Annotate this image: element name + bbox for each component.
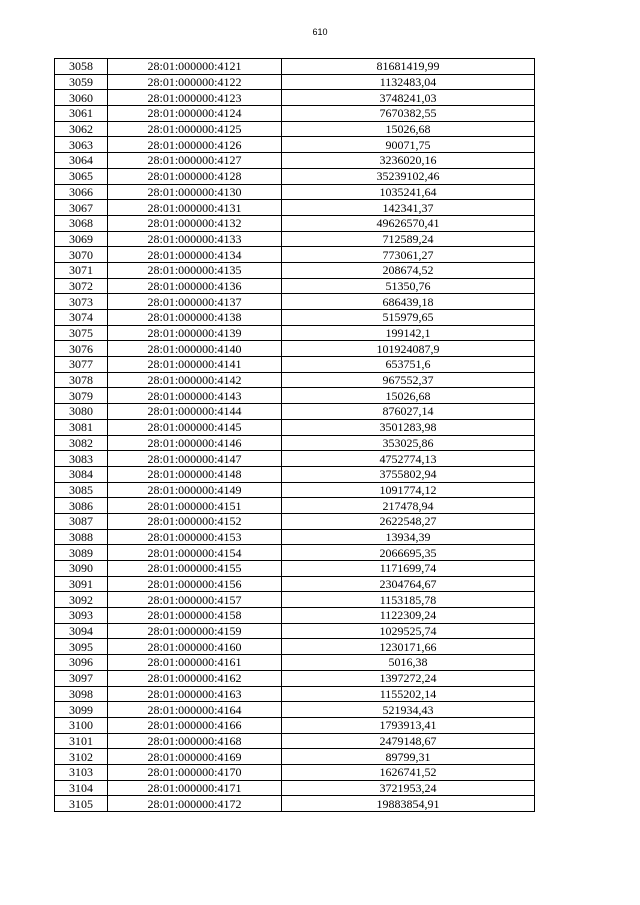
row-number-cell: 3104 (55, 780, 108, 796)
table-row (55, 513, 535, 529)
table-row (55, 451, 535, 467)
row-number-cell: 3091 (55, 576, 108, 592)
row-number-cell: 3105 (55, 796, 108, 812)
cadastral-value-cell: 515979,65 (282, 310, 535, 326)
table-row (55, 749, 535, 765)
cadastral-number-cell: 28:01:000000:4130 (108, 184, 282, 200)
cadastral-number-cell: 28:01:000000:4145 (108, 419, 282, 435)
cadastral-value-cell: 49626570,41 (282, 215, 535, 231)
cadastral-number-cell: 28:01:000000:4139 (108, 325, 282, 341)
table-row (55, 262, 535, 278)
cadastral-number-cell: 28:01:000000:4140 (108, 341, 282, 357)
table-row (55, 372, 535, 388)
cadastral-value-cell: 35239102,46 (282, 168, 535, 184)
table-row (55, 231, 535, 247)
cadastral-value-cell: 1091774,12 (282, 482, 535, 498)
row-number-cell: 3068 (55, 215, 108, 231)
cadastral-number-cell: 28:01:000000:4124 (108, 106, 282, 122)
row-number-cell: 3098 (55, 686, 108, 702)
cadastral-value-cell: 1155202,14 (282, 686, 535, 702)
cadastral-value-cell: 967552,37 (282, 372, 535, 388)
cadastral-value-cell: 1153185,78 (282, 592, 535, 608)
row-number-cell: 3090 (55, 561, 108, 577)
table-row (55, 466, 535, 482)
row-number-cell: 3093 (55, 608, 108, 624)
cadastral-number-cell: 28:01:000000:4152 (108, 513, 282, 529)
cadastral-value-cell: 2479148,67 (282, 733, 535, 749)
cadastral-value-cell: 2304764,67 (282, 576, 535, 592)
cadastral-number-cell: 28:01:000000:4149 (108, 482, 282, 498)
row-number-cell: 3069 (55, 231, 108, 247)
cadastral-number-cell: 28:01:000000:4163 (108, 686, 282, 702)
cadastral-value-cell: 2066695,35 (282, 545, 535, 561)
table-row (55, 576, 535, 592)
table-row (55, 592, 535, 608)
row-number-cell: 3076 (55, 341, 108, 357)
cadastral-number-cell: 28:01:000000:4125 (108, 121, 282, 137)
cadastral-value-cell: 5016,38 (282, 655, 535, 671)
table-row (55, 247, 535, 263)
cadastral-value-cell: 1029525,74 (282, 623, 535, 639)
row-number-cell: 3082 (55, 435, 108, 451)
cadastral-number-cell: 28:01:000000:4144 (108, 404, 282, 420)
cadastral-number-cell: 28:01:000000:4121 (108, 59, 282, 75)
row-number-cell: 3081 (55, 419, 108, 435)
cadastral-value-table (54, 58, 535, 812)
table-row (55, 404, 535, 420)
row-number-cell: 3086 (55, 498, 108, 514)
cadastral-value-cell: 3501283,98 (282, 419, 535, 435)
cadastral-number-cell: 28:01:000000:4166 (108, 717, 282, 733)
cadastral-value-cell: 1171699,74 (282, 561, 535, 577)
row-number-cell: 3100 (55, 717, 108, 733)
table-row (55, 655, 535, 671)
table-row (55, 639, 535, 655)
cadastral-value-cell: 3721953,24 (282, 780, 535, 796)
table-row (55, 200, 535, 216)
cadastral-number-cell: 28:01:000000:4133 (108, 231, 282, 247)
cadastral-number-cell: 28:01:000000:4159 (108, 623, 282, 639)
row-number-cell: 3078 (55, 372, 108, 388)
cadastral-number-cell: 28:01:000000:4134 (108, 247, 282, 263)
row-number-cell: 3092 (55, 592, 108, 608)
cadastral-number-cell: 28:01:000000:4148 (108, 466, 282, 482)
cadastral-value-cell: 217478,94 (282, 498, 535, 514)
cadastral-value-cell: 89799,31 (282, 749, 535, 765)
cadastral-value-cell: 51350,76 (282, 278, 535, 294)
row-number-cell: 3102 (55, 749, 108, 765)
page-number: 610 (312, 27, 328, 37)
row-number-cell: 3075 (55, 325, 108, 341)
row-number-cell: 3072 (55, 278, 108, 294)
table-row (55, 215, 535, 231)
row-number-cell: 3064 (55, 153, 108, 169)
cadastral-number-cell: 28:01:000000:4146 (108, 435, 282, 451)
cadastral-number-cell: 28:01:000000:4172 (108, 796, 282, 812)
row-number-cell: 3058 (55, 59, 108, 75)
cadastral-number-cell: 28:01:000000:4123 (108, 90, 282, 106)
cadastral-number-cell: 28:01:000000:4136 (108, 278, 282, 294)
row-number-cell: 3077 (55, 357, 108, 373)
table-row (55, 545, 535, 561)
table-row (55, 137, 535, 153)
cadastral-number-cell: 28:01:000000:4160 (108, 639, 282, 655)
table-row (55, 717, 535, 733)
cadastral-value-cell: 1230171,66 (282, 639, 535, 655)
cadastral-value-cell: 142341,37 (282, 200, 535, 216)
cadastral-number-cell: 28:01:000000:4143 (108, 388, 282, 404)
table-row (55, 419, 535, 435)
cadastral-number-cell: 28:01:000000:4169 (108, 749, 282, 765)
cadastral-number-cell: 28:01:000000:4170 (108, 764, 282, 780)
table-body (55, 59, 535, 812)
cadastral-number-cell: 28:01:000000:4171 (108, 780, 282, 796)
row-number-cell: 3094 (55, 623, 108, 639)
cadastral-value-cell: 773061,27 (282, 247, 535, 263)
row-number-cell: 3103 (55, 764, 108, 780)
cadastral-number-cell: 28:01:000000:4154 (108, 545, 282, 561)
cadastral-value-cell: 876027,14 (282, 404, 535, 420)
table-row (55, 482, 535, 498)
table-row (55, 153, 535, 169)
table-row (55, 608, 535, 624)
cadastral-value-cell: 1397272,24 (282, 670, 535, 686)
row-number-cell: 3070 (55, 247, 108, 263)
table-row (55, 294, 535, 310)
row-number-cell: 3099 (55, 702, 108, 718)
cadastral-number-cell: 28:01:000000:4128 (108, 168, 282, 184)
cadastral-number-cell: 28:01:000000:4147 (108, 451, 282, 467)
cadastral-number-cell: 28:01:000000:4161 (108, 655, 282, 671)
table-row (55, 106, 535, 122)
cadastral-number-cell: 28:01:000000:4126 (108, 137, 282, 153)
cadastral-value-cell: 2622548,27 (282, 513, 535, 529)
table-row (55, 90, 535, 106)
row-number-cell: 3095 (55, 639, 108, 655)
cadastral-number-cell: 28:01:000000:4131 (108, 200, 282, 216)
cadastral-value-cell: 1122309,24 (282, 608, 535, 624)
cadastral-number-cell: 28:01:000000:4156 (108, 576, 282, 592)
cadastral-value-cell: 90071,75 (282, 137, 535, 153)
table-row (55, 796, 535, 812)
table-row (55, 780, 535, 796)
cadastral-value-cell: 4752774,13 (282, 451, 535, 467)
table-row (55, 529, 535, 545)
row-number-cell: 3073 (55, 294, 108, 310)
table-row (55, 670, 535, 686)
cadastral-value-cell: 13934,39 (282, 529, 535, 545)
table-row (55, 357, 535, 373)
cadastral-number-cell: 28:01:000000:4158 (108, 608, 282, 624)
row-number-cell: 3060 (55, 90, 108, 106)
table-row (55, 310, 535, 326)
cadastral-value-cell: 199142,1 (282, 325, 535, 341)
cadastral-value-cell: 1626741,52 (282, 764, 535, 780)
row-number-cell: 3071 (55, 262, 108, 278)
table-row (55, 498, 535, 514)
table-row (55, 325, 535, 341)
cadastral-value-cell: 353025,86 (282, 435, 535, 451)
cadastral-value-cell: 3236020,16 (282, 153, 535, 169)
row-number-cell: 3083 (55, 451, 108, 467)
cadastral-value-cell: 3755802,94 (282, 466, 535, 482)
cadastral-number-cell: 28:01:000000:4141 (108, 357, 282, 373)
row-number-cell: 3087 (55, 513, 108, 529)
cadastral-value-cell: 19883854,91 (282, 796, 535, 812)
table-row (55, 764, 535, 780)
table-row (55, 561, 535, 577)
row-number-cell: 3084 (55, 466, 108, 482)
row-number-cell: 3059 (55, 74, 108, 90)
table-row (55, 168, 535, 184)
cadastral-value-cell: 3748241,03 (282, 90, 535, 106)
row-number-cell: 3065 (55, 168, 108, 184)
cadastral-number-cell: 28:01:000000:4151 (108, 498, 282, 514)
table-row (55, 184, 535, 200)
cadastral-number-cell: 28:01:000000:4168 (108, 733, 282, 749)
row-number-cell: 3061 (55, 106, 108, 122)
cadastral-value-cell: 15026,68 (282, 388, 535, 404)
row-number-cell: 3062 (55, 121, 108, 137)
table-row (55, 733, 535, 749)
cadastral-value-cell: 15026,68 (282, 121, 535, 137)
row-number-cell: 3101 (55, 733, 108, 749)
cadastral-number-cell: 28:01:000000:4153 (108, 529, 282, 545)
table-row (55, 74, 535, 90)
cadastral-number-cell: 28:01:000000:4132 (108, 215, 282, 231)
cadastral-number-cell: 28:01:000000:4162 (108, 670, 282, 686)
cadastral-number-cell: 28:01:000000:4164 (108, 702, 282, 718)
cadastral-value-cell: 1793913,41 (282, 717, 535, 733)
row-number-cell: 3085 (55, 482, 108, 498)
cadastral-value-cell: 7670382,55 (282, 106, 535, 122)
table-row (55, 59, 535, 75)
row-number-cell: 3089 (55, 545, 108, 561)
cadastral-number-cell: 28:01:000000:4157 (108, 592, 282, 608)
cadastral-value-cell: 81681419,99 (282, 59, 535, 75)
cadastral-number-cell: 28:01:000000:4138 (108, 310, 282, 326)
row-number-cell: 3074 (55, 310, 108, 326)
cadastral-value-cell: 521934,43 (282, 702, 535, 718)
row-number-cell: 3063 (55, 137, 108, 153)
cadastral-value-cell: 208674,52 (282, 262, 535, 278)
table-row (55, 341, 535, 357)
table-row (55, 686, 535, 702)
cadastral-value-cell: 712589,24 (282, 231, 535, 247)
cadastral-number-cell: 28:01:000000:4135 (108, 262, 282, 278)
cadastral-number-cell: 28:01:000000:4142 (108, 372, 282, 388)
row-number-cell: 3097 (55, 670, 108, 686)
table-row (55, 623, 535, 639)
row-number-cell: 3066 (55, 184, 108, 200)
cadastral-value-cell: 653751,6 (282, 357, 535, 373)
row-number-cell: 3096 (55, 655, 108, 671)
cadastral-number-cell: 28:01:000000:4137 (108, 294, 282, 310)
cadastral-value-cell: 1035241,64 (282, 184, 535, 200)
row-number-cell: 3067 (55, 200, 108, 216)
table-row (55, 435, 535, 451)
cadastral-value-cell: 1132483,04 (282, 74, 535, 90)
table-row (55, 121, 535, 137)
cadastral-number-cell: 28:01:000000:4122 (108, 74, 282, 90)
table-row (55, 388, 535, 404)
table-row (55, 278, 535, 294)
row-number-cell: 3079 (55, 388, 108, 404)
cadastral-value-cell: 101924087,9 (282, 341, 535, 357)
row-number-cell: 3080 (55, 404, 108, 420)
table-row (55, 702, 535, 718)
row-number-cell: 3088 (55, 529, 108, 545)
cadastral-number-cell: 28:01:000000:4127 (108, 153, 282, 169)
cadastral-number-cell: 28:01:000000:4155 (108, 561, 282, 577)
cadastral-value-cell: 686439,18 (282, 294, 535, 310)
